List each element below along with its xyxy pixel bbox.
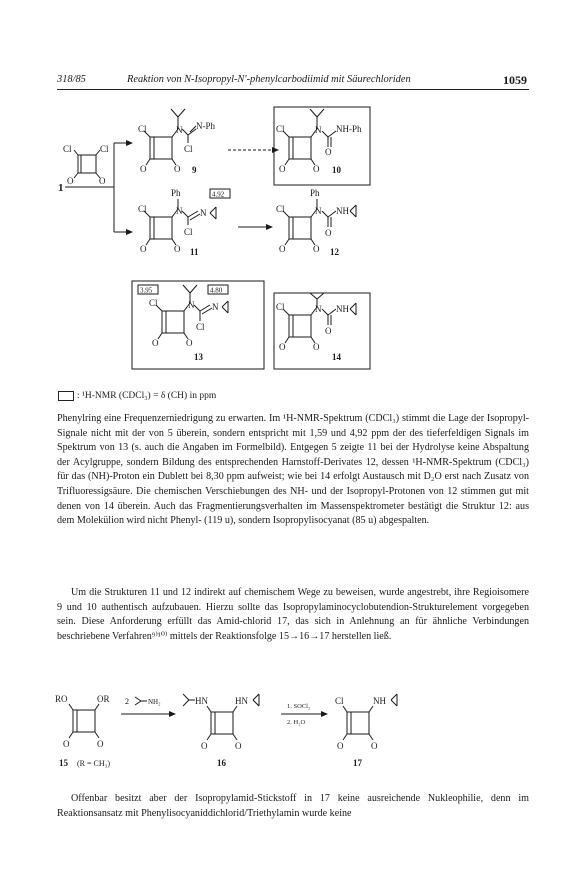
nh-group: NH xyxy=(373,696,386,706)
atom-o: O xyxy=(186,338,193,348)
atom-cl: Cl xyxy=(184,227,193,237)
structure-12 xyxy=(276,188,356,257)
nmr-shift-13a: 3.95 xyxy=(140,286,153,295)
atom-o: O xyxy=(313,342,320,352)
reagent-equiv: 2 xyxy=(125,697,129,706)
legend-box-icon xyxy=(58,391,74,401)
ph-group: Ph xyxy=(310,188,320,198)
atom-o: O xyxy=(279,244,286,254)
structure-9 xyxy=(138,109,216,175)
atom-n: N xyxy=(176,125,183,135)
compound-label-13: 13 xyxy=(194,352,203,362)
atom-cl: Cl xyxy=(196,322,205,332)
compound-label-9: 9 xyxy=(192,165,197,175)
atom-n: N xyxy=(315,304,322,314)
compound-label-15: 15 xyxy=(59,758,68,768)
structure-11 xyxy=(138,188,230,257)
atom-o: O xyxy=(325,147,332,157)
nmr-shift-11: 4.92 xyxy=(212,190,225,199)
nmr-shift-13b: 4.80 xyxy=(210,286,223,295)
atom-cl: Cl xyxy=(138,204,147,214)
atom-n: N xyxy=(212,302,219,312)
structure-14 xyxy=(274,293,370,369)
atom-o: O xyxy=(140,164,147,174)
hn-group: HN xyxy=(235,696,248,706)
body-paragraph-2: Um die Strukturen 11 und 12 indirekt auf chemischem Wege zu beweisen, wurde angestrebt, ihre Regioisomere 9 und 10 authentisch aufzubauen. Hierzu sollte das Isopropylaminocyclobutendion-Strukturelement vorgegeben sein. Diese Anforderung erfüllt das Amid-chlorid 17, das sich in Anlehnung an für ähnliche Verbindungen beschriebene Verfahren⁹⁾¹⁰⁾ mittels der Reaktionsfolge 15→16→17 herstellen ließ. xyxy=(57,587,529,642)
legend-text: : ¹H-NMR (CDCl₃) = δ (CH) in ppm xyxy=(77,391,217,401)
atom-o: O xyxy=(325,228,332,238)
hn-group: HN xyxy=(195,696,208,706)
journal-issue: 318/85 xyxy=(57,74,86,85)
nh2-group: NH₂ xyxy=(148,698,161,706)
condition-1: 1. SOCl₂ xyxy=(287,703,311,710)
compound-label-10: 10 xyxy=(332,165,341,175)
nh-group: NH xyxy=(336,206,349,216)
atom-n: N xyxy=(315,125,322,135)
atom-o: O xyxy=(325,326,332,336)
nh-ph-group: NH-Ph xyxy=(336,124,362,134)
atom-o: O xyxy=(174,244,181,254)
structure-15 xyxy=(55,694,110,749)
body-paragraph-3: Offenbar besitzt aber der Isopropylamid-Stickstoff in 17 keine ausreichende Nukleophilie, denn im Reaktionsansatz mit Phenylisocyaniddichlorid/Triethylamin wurde keine xyxy=(57,793,529,819)
atom-n: N xyxy=(200,208,207,218)
atom-cl: Cl xyxy=(149,298,158,308)
atom-o: O xyxy=(235,741,242,751)
header-rule xyxy=(57,89,529,90)
atom-n: N xyxy=(188,300,195,310)
atom-o: O xyxy=(279,164,286,174)
atom-n: N xyxy=(315,206,322,216)
atom-cl: Cl xyxy=(184,144,193,154)
structure-13 xyxy=(132,281,264,369)
body-paragraph-1: Phenylring eine Frequenzerniedrigung zu erwarten. Im ¹H-NMR-Spektrum (CDCl₃) stimmt die Lage der Isopropyl-Signale nicht mit der von 5 überein, sondern entspricht mit 1,59 und 4,92 ppm der des tieferfeldigen Signals im Spektrum von 13 (s. auch die Angaben im Formelbild). Entgegen 5 zeigte 11 bei der Hydrolyse keine Abspaltung der Acylgruppe, sondern Bildung des entsprechenden Harnstoff-Derivates 12, dessen ¹H-NMR-Spektrum (CDCl₃) für das (NH)-Proton ein Dublett bei 8,30 ppm aufweist; wie bei 14 erfolgt Austausch mit D₂O erst nach Zusatz von Trifluoressigsäure. Die chemischen Verschiebungen des NH- und der Isopropyl-Protonen von 12 stimmen gut mit denen von 14 überein. Auch das Fragmentierungsverhalten im Massenspektrometer bestätigt die Struktur 12: aus dem Molekülion wird nicht Phenyl- (119 u), sondern Isopropylisocyanat (85 u) abgespalten. xyxy=(57,413,529,527)
atom-o: O xyxy=(99,176,106,186)
atom-n: N xyxy=(176,206,183,216)
nh-group: NH xyxy=(336,304,349,314)
ph-group: Ph xyxy=(171,188,181,198)
atom-o: O xyxy=(174,164,181,174)
atom-o: O xyxy=(67,176,74,186)
compound-label-11: 11 xyxy=(190,247,199,257)
atom-o: O xyxy=(313,164,320,174)
or-group: OR xyxy=(97,694,110,704)
n-ph-group: N-Ph xyxy=(196,121,216,131)
page-number: 1059 xyxy=(503,73,527,87)
reaction-scheme xyxy=(50,95,530,385)
atom-cl: Cl xyxy=(138,124,147,134)
compound-label-12: 12 xyxy=(330,247,339,257)
compound-15-note: (R = CH₃) xyxy=(77,759,111,768)
running-title: Reaktion von N-Isopropyl-N'-phenylcarbodiimid mit Säurechloriden xyxy=(127,74,411,85)
atom-cl: Cl xyxy=(100,144,109,154)
condition-2: 2. H₂O xyxy=(287,719,306,726)
compound-label-17: 17 xyxy=(353,758,362,768)
atom-o: O xyxy=(279,342,286,352)
atom-o: O xyxy=(313,244,320,254)
atom-cl: Cl xyxy=(63,144,72,154)
atom-o: O xyxy=(337,741,344,751)
atom-o: O xyxy=(371,741,378,751)
atom-o: O xyxy=(152,338,159,348)
atom-o: O xyxy=(201,741,208,751)
reagent-squaric-dichloride xyxy=(63,144,109,186)
scheme2-drawing xyxy=(55,684,485,780)
compound-label-1: 1 xyxy=(58,182,64,194)
nmr-legend xyxy=(58,389,216,403)
compound-label-16: 16 xyxy=(217,758,226,768)
structure-17 xyxy=(335,694,397,751)
atom-o: O xyxy=(140,244,147,254)
atom-o: O xyxy=(63,739,70,749)
compound-label-14: 14 xyxy=(332,352,341,362)
scheme-drawing xyxy=(50,95,530,385)
reaction-scheme-2 xyxy=(55,684,485,780)
structure-10 xyxy=(274,107,370,185)
atom-cl: Cl xyxy=(335,696,344,706)
atom-cl: Cl xyxy=(276,124,285,134)
page-header xyxy=(57,74,527,90)
atom-cl: Cl xyxy=(276,302,285,312)
atom-o: O xyxy=(97,739,104,749)
structure-16 xyxy=(183,694,259,751)
atom-cl: Cl xyxy=(276,204,285,214)
ro-group: RO xyxy=(55,694,68,704)
